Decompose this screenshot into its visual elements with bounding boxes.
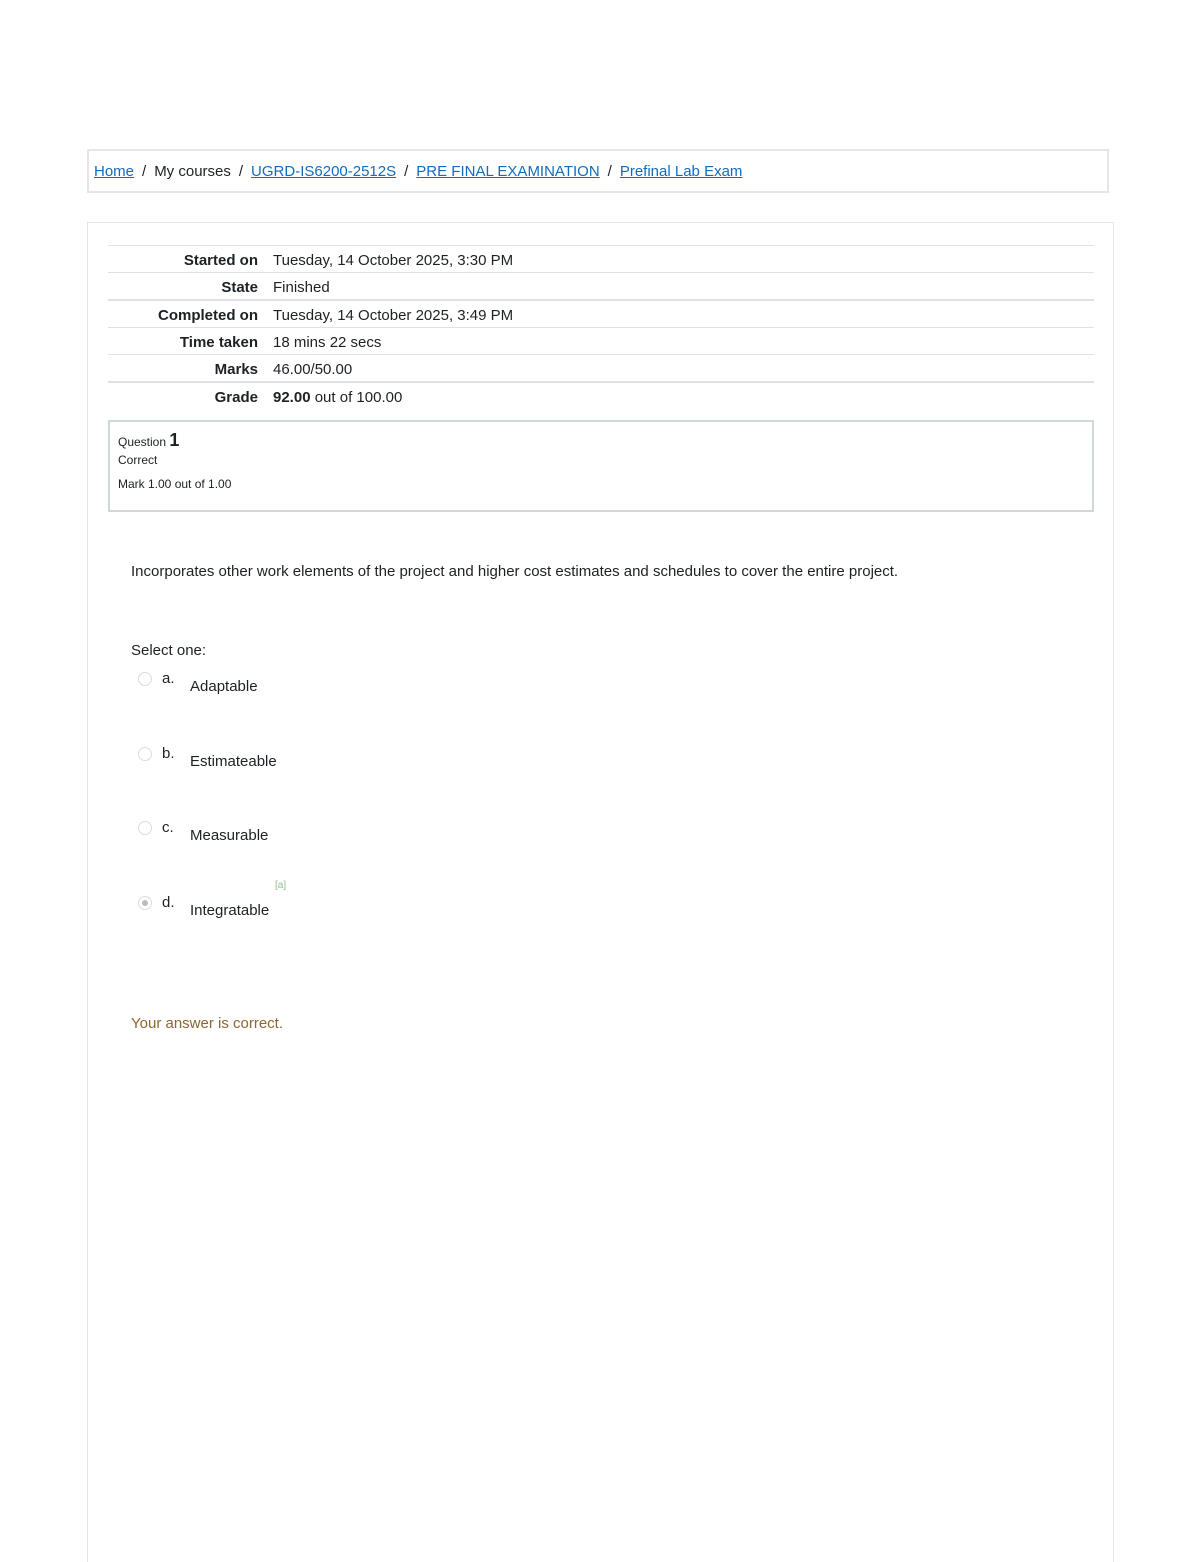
answer-feedback: Your answer is correct. [131,1015,284,1032]
grade-value [273,382,1094,410]
breadcrumb-home-link[interactable]: Home [94,162,135,180]
time-taken-value: 18 mins 22 secs [273,333,382,351]
question-mark: Mark 1.00 out of 1.00 [118,477,232,491]
breadcrumb-course-link[interactable]: UGRD-IS6200-2512S [251,162,397,180]
option-label[interactable]: Measurable [190,827,269,844]
grade-out-of: out of 100.00 [310,388,403,406]
summary-row-time-taken [108,328,1094,355]
summary-row-started [108,246,1094,273]
started-on-label: Started on [183,251,258,269]
option-label[interactable]: Adaptable [190,678,258,695]
breadcrumb-separator: / [142,162,147,180]
marks-value: 46.00/50.00 [273,360,353,378]
question-state: Correct [118,453,158,467]
breadcrumb-separator: / [404,162,409,180]
option-letter: a. [162,670,175,687]
option-label[interactable] [190,902,269,919]
question-label: Question [118,435,167,449]
summary-row-grade [108,382,1094,410]
breadcrumb-section-link[interactable]: PRE FINAL EXAMINATION [416,162,600,180]
option-letter: d. [162,894,175,911]
attempt-summary-table [108,245,1094,410]
question-number-line [118,430,1084,451]
question-info-box [108,420,1094,512]
answer-footnote-marker: [a] [275,880,287,891]
option-label[interactable]: Estimateable [190,753,277,770]
radio-button[interactable] [138,747,152,761]
summary-row-marks [108,355,1094,383]
option-letter: c. [162,819,174,836]
select-one-prompt: Select one: [131,642,207,659]
breadcrumb [87,149,1109,193]
breadcrumb-my-courses: My courses [154,162,231,180]
summary-row-state [108,273,1094,301]
completed-on-value: Tuesday, 14 October 2025, 3:49 PM [273,306,514,324]
time-taken-label: Time taken [179,333,258,351]
radio-button-selected[interactable] [138,896,152,910]
grade-label: Grade [214,388,258,406]
grade-score: 92.00 [273,388,311,406]
breadcrumb-separator: / [238,162,244,180]
marks-label: Marks [214,360,258,378]
radio-button[interactable] [138,821,152,835]
question-number: 1 [169,430,180,450]
option-label-text: Integratable [190,902,270,919]
breadcrumb-quiz-link[interactable]: Prefinal Lab Exam [619,162,743,180]
state-label: State [221,278,258,296]
summary-row-completed [108,300,1094,328]
question-text: Incorporates other work elements of the project and higher cost estimates and schedules to cover the entire project. [131,563,899,580]
radio-button[interactable] [138,672,152,686]
started-on-value: Tuesday, 14 October 2025, 3:30 PM [273,251,514,269]
completed-on-label: Completed on [158,306,258,324]
state-value: Finished [273,278,330,296]
quiz-review-panel [87,222,1114,1562]
breadcrumb-separator: / [607,162,612,180]
option-letter: b. [162,745,175,762]
